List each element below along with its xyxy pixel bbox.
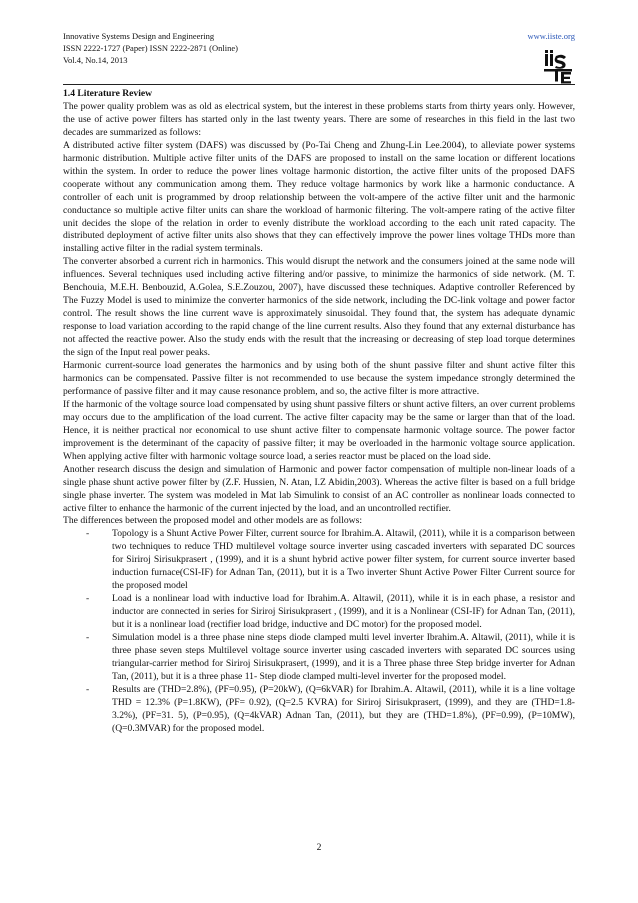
list-item: [86, 684, 575, 736]
paragraph: The differences between the proposed model and other models are as follows:: [63, 515, 362, 527]
list-bullet: -: [86, 632, 90, 644]
iiste-logo-icon: [541, 48, 575, 84]
list-item: [86, 593, 575, 632]
list-item: [86, 528, 575, 593]
journal-volume: Vol.4, No.14, 2013: [63, 55, 128, 65]
list-item-text: Topology is a Shunt Active Power Filter, current source for Ibrahim.A. Altawil, (2011), while it is a comparison between two techniques to reduce THD multilevel voltage source inverter using cascaded inverters with separated DC sources for Siriroj Sirisukprasert , (1999), and it is a shunt hybrid active power filter system, for current source inverter based induction furnace(CSI-IF) for Adnan Tan, (2011), but it is a Two inverter Shunt Active Power Filter Current source for the proposed model: [112, 528, 575, 592]
list-item: [86, 632, 575, 684]
list-bullet: -: [86, 528, 90, 540]
list-bullet: -: [86, 593, 90, 605]
header-rule: [63, 84, 575, 85]
paragraph: Harmonic current-source load generates the harmonics and by using both of the shunt passive filter and shunt active filter this harmonics can be compensated. Passive filter is not recommended to use because the system impedance strongly determined the performance of passive filter and it may cause resonance problem, and so, the active filter is more attractive.: [63, 360, 575, 397]
section-heading: 1.4 Literature Review: [63, 88, 153, 99]
journal-name: Innovative Systems Design and Engineering: [63, 31, 215, 41]
page-header: [63, 30, 575, 66]
paragraph: The power quality problem was as old as electrical system, but the interest in these problems starts from thirty years only. However, the use of active power filters has started only in the last twenty years. There are some of researches in this field in the last two decades are summarized as follows:: [63, 100, 575, 138]
list-item-text: Load is a nonlinear load with inductive load for Ibrahim.A. Altawil, (2011), while it is in each phase, a resistor and inductor are connected in series for Siriroj Sirisukprasert , (1999), and it is a Nonlinear (CSI-IF) for Adnan Tan, (2011), but it is a nonlinear load (rectifier load bridge, inductive and DC motor) for the proposed model.: [112, 593, 575, 631]
paragraph: Another research discuss the design and simulation of Harmonic and power factor compensation of multiple non-linear loads of a single phase shunt active power filter by (Z.F. Hussien, N. Atan, I.Z Abidin,2003). Whereas the active filter is based on a full bridge single phase inverter. The system was modeled in Mat lab Simulink to consist of an AC controller as nonlinear loads connected to active filter to enhance the harmonic of the current injected by the load, and an uncontrolled rectifier.: [63, 463, 575, 514]
journal-issn: ISSN 2222-1727 (Paper) ISSN 2222-2871 (Online): [63, 43, 238, 53]
paragraph: A distributed active filter system (DAFS) was discussed by (Po-Tai Cheng and Zhung-Lin Lee.2004), to alleviate power systems harmonic distribution. Multiple active filter units of the DAFS are proposed to install on the same location or different locations within the system. In order to reduce the power lines voltage harmonic distortion, the active filter units of the proposed DAFS cooperate without any communication among them. They reduce voltage harmonics by work like a harmonic conductance. A controller of each unit is programmed by droop relationship between the volt-ampere of the active filter unit and the harmonic conductance so multiple active filter units can share the workload of harmonic filtering. The volt-ampere rating of the active filter unit decides the slope of the relation in order to evenly distribute the workload according to the each unit rated capacity. The distributed deployment of active filter units also shows that they can effectively improve the power lines voltage THDs more than installing active filter in the radial system terminals.: [63, 139, 575, 255]
paragraph: The converter absorbed a current rich in harmonics. This would disrupt the network and the consumers joined at the same node will influences. Several techniques used including active filtering and/or passive, to minimize the harmonics of side network. (M. T. Benchouia, M.E.H. Benbouzid, A.Golea, S.E.Zouzou, 2007), have discussed these techniques. Adaptive controller Referenced by The Fuzzy Model is used to minimize the converter harmonics of the side network, including the DC-link voltage and power factor control. The result shows the line current wave is approximately sinusoidal. They found that, the system has adequate dynamic response to load variation according to the rapid change of the line current results. Also they found that any external disturbance has not affected the reactive power. Also the study ends with the result that the increasing or decreasing of step load torque determines the sign of the Input real power peaks.: [63, 256, 575, 359]
page-number: 2: [316, 842, 322, 853]
iiste-logo: [541, 48, 575, 84]
list-item-text: Simulation model is a three phase nine steps diode clamped multi level inverter Ibrahim.A. Altawil, (2011), while it is three phase seven steps Multilevel voltage source inverter using cascaded inverters with separated DC sources using triangular-carrier method for Siriroj Sirisukprasert, (1999), and it is a Three phase three Step bridge inverter for Adnan Tan, (2011), but it is a three phase 11- Step diode clamped multi-level inverter for the proposed model.: [112, 632, 575, 682]
differences-list: [63, 528, 575, 735]
article-body: [63, 88, 575, 736]
paragraph: If the harmonic of the voltage source load compensated by using shunt passive filters or shunt active filters, an over current problems may occurs due to the amplification of the load current. The active filter capacity may be the same or larger than that of the load. Hence, it is neither practical nor economical to use shunt active filter to compensate harmonic voltage source. The power factor improvement is the determinant of the capacity of passive filter; it may be overloaded in the harmonic voltage source application. When applying active filter with harmonic voltage source load, a series reactor must be placed on the load side.: [63, 398, 575, 462]
list-item-text: Results are (THD=2.8%), (PF=0.95), (P=20kW), (Q=6kVAR) for Ibrahim.A. Altawil, (2011), while it is a line voltage THD = 12.3% (P=1.8KW), (PF= 0.92), (Q=2.5 KVRA) for Siriroj Sirisukprasert, (1999), and they are (THD=1.8- 3.2%), (PF=31. 5), (P=0.95), (Q=4kVAR) Adnan Tan, (2011), but they are (THD=1.8%), (PF=0.99), (P=10MW), (Q=0.3MVAR) for the proposed model.: [112, 683, 575, 734]
journal-url-link[interactable]: www.iiste.org: [527, 31, 575, 41]
list-bullet: -: [86, 683, 90, 695]
